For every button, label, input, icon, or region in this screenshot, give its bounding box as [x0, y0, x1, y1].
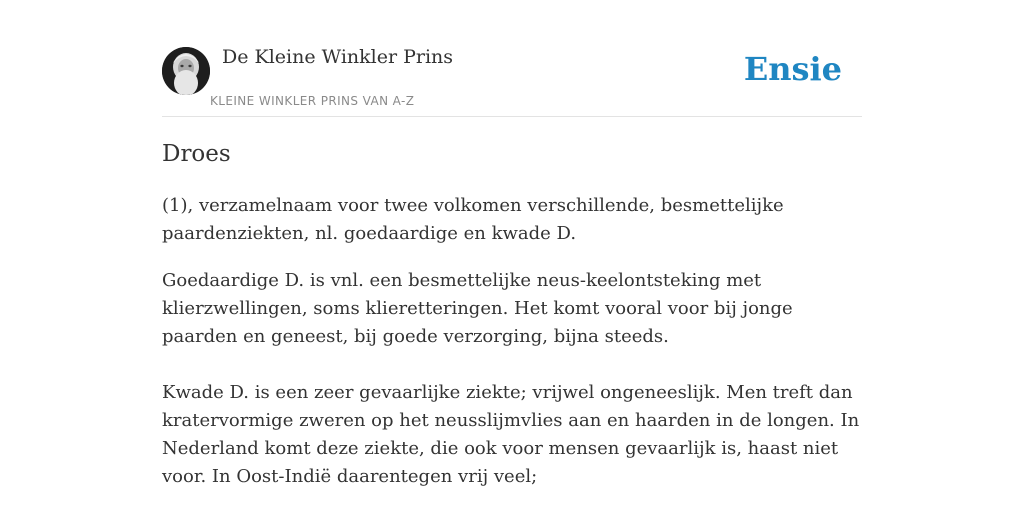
source-header [162, 0, 862, 117]
source-title[interactable]: De Kleine Winkler Prins [222, 46, 454, 68]
article-title: Droes [162, 141, 231, 167]
article-paragraph: Goedaardige D. is vnl. een besmettelijke neus-keelontsteking met klierzwellingen, soms klieretteringen. Het komt vooral voor bij jonge paarden en geneest, bij goede verzorging, bijna steeds. [162, 270, 793, 347]
article-paragraph: (1), verzamelnaam voor twee volkomen verschillende, besmettelijke paardenziekten, nl. goedaardige en kwade D. [162, 195, 784, 244]
author-avatar[interactable] [162, 47, 210, 95]
ensie-logo-link[interactable]: Ensie [743, 50, 842, 88]
page [162, 0, 862, 487]
article-paragraph: Kwade D. is een zeer gevaarlijke ziekte; vrijwel ongeneeslijk. Men treft dan kratervormige zweren op het neusslijmvlies aan en haarden in de longen. In Nederland komt deze ziekte, die ook voor mensen gevaarlijk is, haast niet voor. In Oost-Indië daarentegen vrij veel; [162, 382, 860, 487]
portrait-image [162, 47, 210, 95]
source-subtitle[interactable]: KLEINE WINKLER PRINS VAN A-Z [210, 94, 415, 108]
